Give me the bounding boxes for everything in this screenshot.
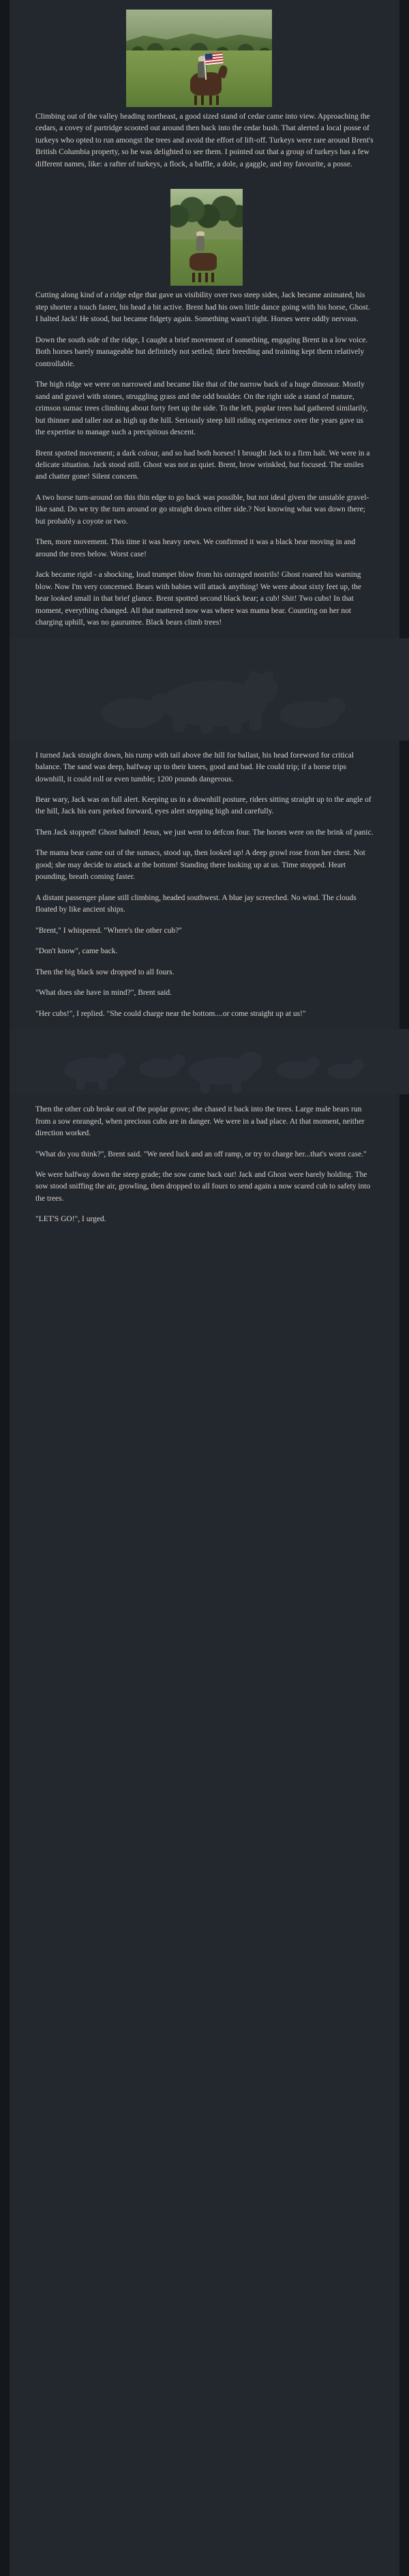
- paragraph-block-1: [10, 111, 399, 170]
- horse-silhouette: [190, 253, 217, 271]
- paragraph: "Brent," I whispered. "Where's the other cub?": [35, 926, 182, 935]
- paragraph-block-3: [10, 740, 399, 1021]
- paragraph: "What does she have in mind?", Brent said.: [35, 989, 172, 998]
- paragraph: The mama bear came out of the sumacs, stood up, then looked up! A deep growl rose from her chest. Not good; she may decide to attack at the bottom! Standing there looking up at us. Time stopped. Heart pounding, breath coming faster.: [35, 849, 365, 882]
- paragraph: The high ridge we were on narrowed and became like that of the narrow back of a huge dinosaur. Mostly sand and gravel with stones, struggling grass and the odd boulder. On the right side a stand of mature, crimson sumac trees climbing about forty feet up the side. To the left, poplar trees had gathered similarily, but thinner and taller not as high up the hill. Seriously steep hill riding experience over the years gave us the expertise to manage such a precipitous descent.: [35, 380, 368, 437]
- article-content-3: [0, 1094, 409, 1226]
- rider-with-flag-photo-wrapper: [10, 0, 399, 107]
- paragraph: Jack became rigid - a shocking, loud trumpet blow from his outraged nostrils! Ghost roared his warning blow. Now I'm very concerned. Bears with babies will attack anything! We were about sixty feet up, the bear looked small in that brief glance. Brent spotted second black bear; a cub! Shit! Two cubs! In that moment, everything changed. All that mattered now was where was mama bear. Counting on her not charging uphill, was no gauruntee. Black bears climb trees!: [35, 571, 361, 627]
- paragraph: Brent spotted movement; a dark colour, and so had both horses! I brought Jack to a firm halt. We were in a delicate situation. Jack stood still. Ghost was not as quiet. Brent, brow wrinkled, but focused. The smiles and chatter gone! Silent concern.: [35, 449, 370, 481]
- paragraph: A two horse turn-around on this thin edge to go back was possible, but not ideal given the unstable gravel-like sand. Do we try the turn around or go straight down either side.? Not knowing what was down there; but probably a coyote or two.: [35, 493, 369, 526]
- paragraph: Cutting along kind of a ridge edge that gave us visibility over two steep sides, Jack became animated, his step shorter a touch faster, his head a bit active. Brent had his own little dance going with his horse, Ghost. I halted Jack! He stood, but became fidgety again. Something wasn't right. Horses were oddly nervous.: [35, 291, 370, 324]
- paragraph: Then, more movement. This time it was heavy news. We confirmed it was a black bear moving in and around the trees below. Worst case!: [35, 538, 356, 558]
- article-content-2: [0, 740, 409, 1021]
- paragraph: Down the south side of the ridge, I caught a brief movement of something, engaging Brent in a low voice. Both horses barely manageable but definitely not settled; their breeding and training kept them relatively controllable.: [35, 335, 368, 368]
- bear-silhouette-icon: [10, 638, 409, 740]
- paragraph: Then the other cub broke out of the poplar grove; she chased it back into the trees. Large male bears run from a sow enranged, when precious cubs are in danger. We were in a bad place. At that moment, neither direction worked.: [35, 1105, 365, 1138]
- horse-legs: [193, 95, 220, 105]
- photo-treeline: [170, 189, 243, 243]
- paragraph: Then the big black sow dropped to all fours.: [35, 968, 175, 976]
- paragraph-block-4: [10, 1094, 399, 1226]
- article-content: [0, 0, 409, 629]
- rider-figure: [196, 236, 204, 251]
- paragraph: "LET'S GO!", I urged.: [35, 1215, 106, 1224]
- paragraph: Then Jack stopped! Ghost halted! Jesus, we just went to defcon four. The horses were on the brink of panic.: [35, 828, 374, 837]
- american-flag-icon: [204, 53, 224, 65]
- paragraph: I turned Jack straight down, his rump with tail above the hill for ballast, his head foreword for critical balance. The sand was deep, halfway up to their knees, good and bad. He could trip; if a horse trips downhill, it could roll or even tumble; 1200 pounds dangerous.: [35, 751, 354, 783]
- paragraph-block-2: [10, 290, 399, 629]
- paragraph: We were halfway down the steep grade; the sow came back out! Jack and Ghost were barely holding. The sow stood sniffing the air, growling, then dropped to all fours to send again a now scared cub to safety into the trees.: [35, 1170, 371, 1203]
- rider-with-flag-photo: [126, 10, 272, 107]
- paragraph: "Her cubs!", I replied. "She could charge near the bottom....or come straight up at us!": [35, 1009, 306, 1018]
- rider-in-trees-photo-wrapper: [10, 179, 399, 286]
- paragraph: A distant passenger plane still climbing, headed southwest. A blue jay screeched. No wind. The clouds floated by like ancient ships.: [35, 893, 357, 914]
- rider-in-trees-photo: [170, 189, 243, 286]
- bear-silhouette-band: [10, 638, 409, 740]
- paragraph: Bear wary, Jack was on full alert. Keeping us in a downhill posture, riders sitting straight up to the angle of the hill, Jack his ears perked forward, eyes alert stepping high and carefully.: [35, 796, 372, 816]
- horse-legs: [191, 273, 214, 282]
- paragraph: "Don't know", came back.: [35, 947, 118, 956]
- bear-family-silhouette-icon: [10, 1029, 409, 1094]
- bear-family-silhouette-band: [10, 1029, 409, 1094]
- paragraph: Climbing out of the valley heading northeast, a good sized stand of cedar came into view. Approaching the cedars, a covey of partridge scooted out around then back into the cedar bush. That alerted a local posse of turkeys who opted to run amongst the trees and avoid the effort of lift-off. Turkeys were rare around Brent's British Columbia property, so he was delighted to see them. I pointed out that a group of turkeys has a few different names, like: a rafter of turkeys, a flock, a baffle, a dole, a gaggle, and my favourite, a posse.: [35, 113, 374, 168]
- paragraph: "What do you think?", Brent said. "We need luck and an off ramp, or try to charge her...that's worst case.": [35, 1150, 367, 1158]
